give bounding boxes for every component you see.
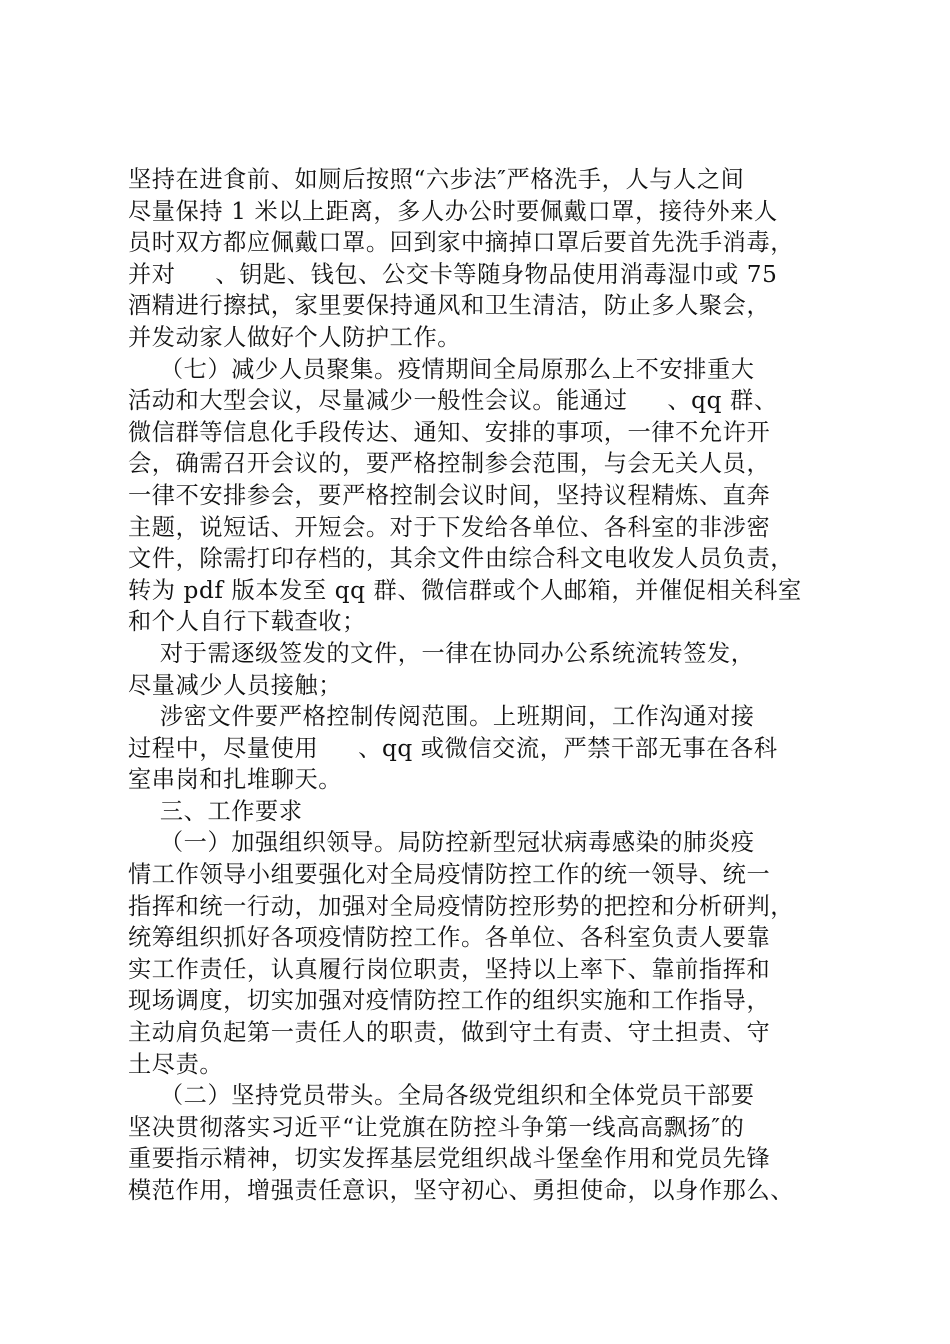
text-line: 坚决贯彻落实习近平“让党旗在防控斗争第一线高高飘扬″的 <box>128 1113 745 1141</box>
text-line: 情工作领导小组要强化对全局疫情防控工作的统一领导、统一 <box>128 861 771 889</box>
text-line: （二）坚持党员带头。全局各级党组织和全体党员干部要 <box>128 1082 755 1110</box>
text-line: 指挥和统一行动，加强对全局疫情防控形势的把控和分析研判， <box>128 892 795 920</box>
text-line: 并发动家人做好个人防护工作。 <box>128 323 462 351</box>
text-line: 会，确需召开会议的，要严格控制参会范围，与会无关人员， <box>128 450 771 478</box>
text-line: 主动肩负起第一责任人的职责，做到守土有责、守土担责、守 <box>128 1019 771 1047</box>
text-line: （七）减少人员聚集。疫情期间全局原那么上不安排重大 <box>128 355 755 383</box>
text-line: 三、工作要求 <box>128 797 303 825</box>
text-line: 活动和大型会议，尽量减少一般性会议。能通过 、qq 群、 <box>128 387 778 415</box>
text-line: 涉密文件要严格控制传阅范围。上班期间，工作沟通对接 <box>128 703 755 731</box>
text-line: 微信群等信息化手段传达、通知、安排的事项，一律不允许开 <box>128 418 771 446</box>
text-line: （一）加强组织领导。局防控新型冠状病毒感染的肺炎疫 <box>128 829 755 857</box>
text-line: 尽量保持 1 米以上距离，多人办公时要佩戴口罩，接待外来人 <box>128 197 778 225</box>
text-line: 模范作用，增强责任意识，坚守初心、勇担使命，以身作那么、 <box>128 1177 795 1204</box>
text-line: 转为 pdf 版本发至 qq 群、微信群或个人邮箱，并催促相关科室 <box>128 576 802 604</box>
text-line: 统筹组织抓好各项疫情防控工作。各单位、各科室负责人要靠 <box>128 924 771 952</box>
text-line: 酒精进行擦拭，家里要保持通风和卫生清洁，防止多人聚会， <box>128 292 771 320</box>
text-line: 员时双方都应佩戴口罩。回到家中摘掉口罩后要首先洗手消毒， <box>128 229 795 257</box>
text-line: 土尽责。 <box>128 1050 224 1078</box>
text-line: 主题，说短话、开短会。对于下发给各单位、各科室的非涉密 <box>128 513 771 541</box>
text-line: 对于需逐级签发的文件，一律在协同办公系统流转签发， <box>128 639 755 667</box>
text-line: 并对 、钥匙、钱包、公交卡等随身物品使用消毒湿巾或 75 <box>128 260 778 288</box>
text-line: 一律不安排参会，要严格控制会议时间，坚持议程精炼、直奔 <box>128 481 771 509</box>
text-line: 实工作责任，认真履行岗位职责，坚持以上率下、靠前指挥和 <box>128 955 771 983</box>
text-line: 和个人自行下载查收； <box>128 608 366 636</box>
text-line: 坚持在进食前、如厕后按照“六步法″严格洗手，人与人之间 <box>128 166 745 193</box>
text-line: 过程中，尽量使用 、qq 或微信交流，严禁干部无事在各科 <box>128 734 778 762</box>
text-line: 尽量减少人员接触； <box>128 671 343 699</box>
text-line: 文件，除需打印存档的，其余文件由综合科文电收发人员负责， <box>128 545 795 573</box>
text-line: 现场调度，切实加强对疫情防控工作的组织实施和工作指导， <box>128 987 771 1015</box>
text-line: 室串岗和扎堆聊天。 <box>128 766 343 794</box>
text-line: 重要指示精神，切实发挥基层党组织战斗堡垒作用和党员先锋 <box>128 1145 771 1173</box>
document-body <box>128 164 828 1207</box>
